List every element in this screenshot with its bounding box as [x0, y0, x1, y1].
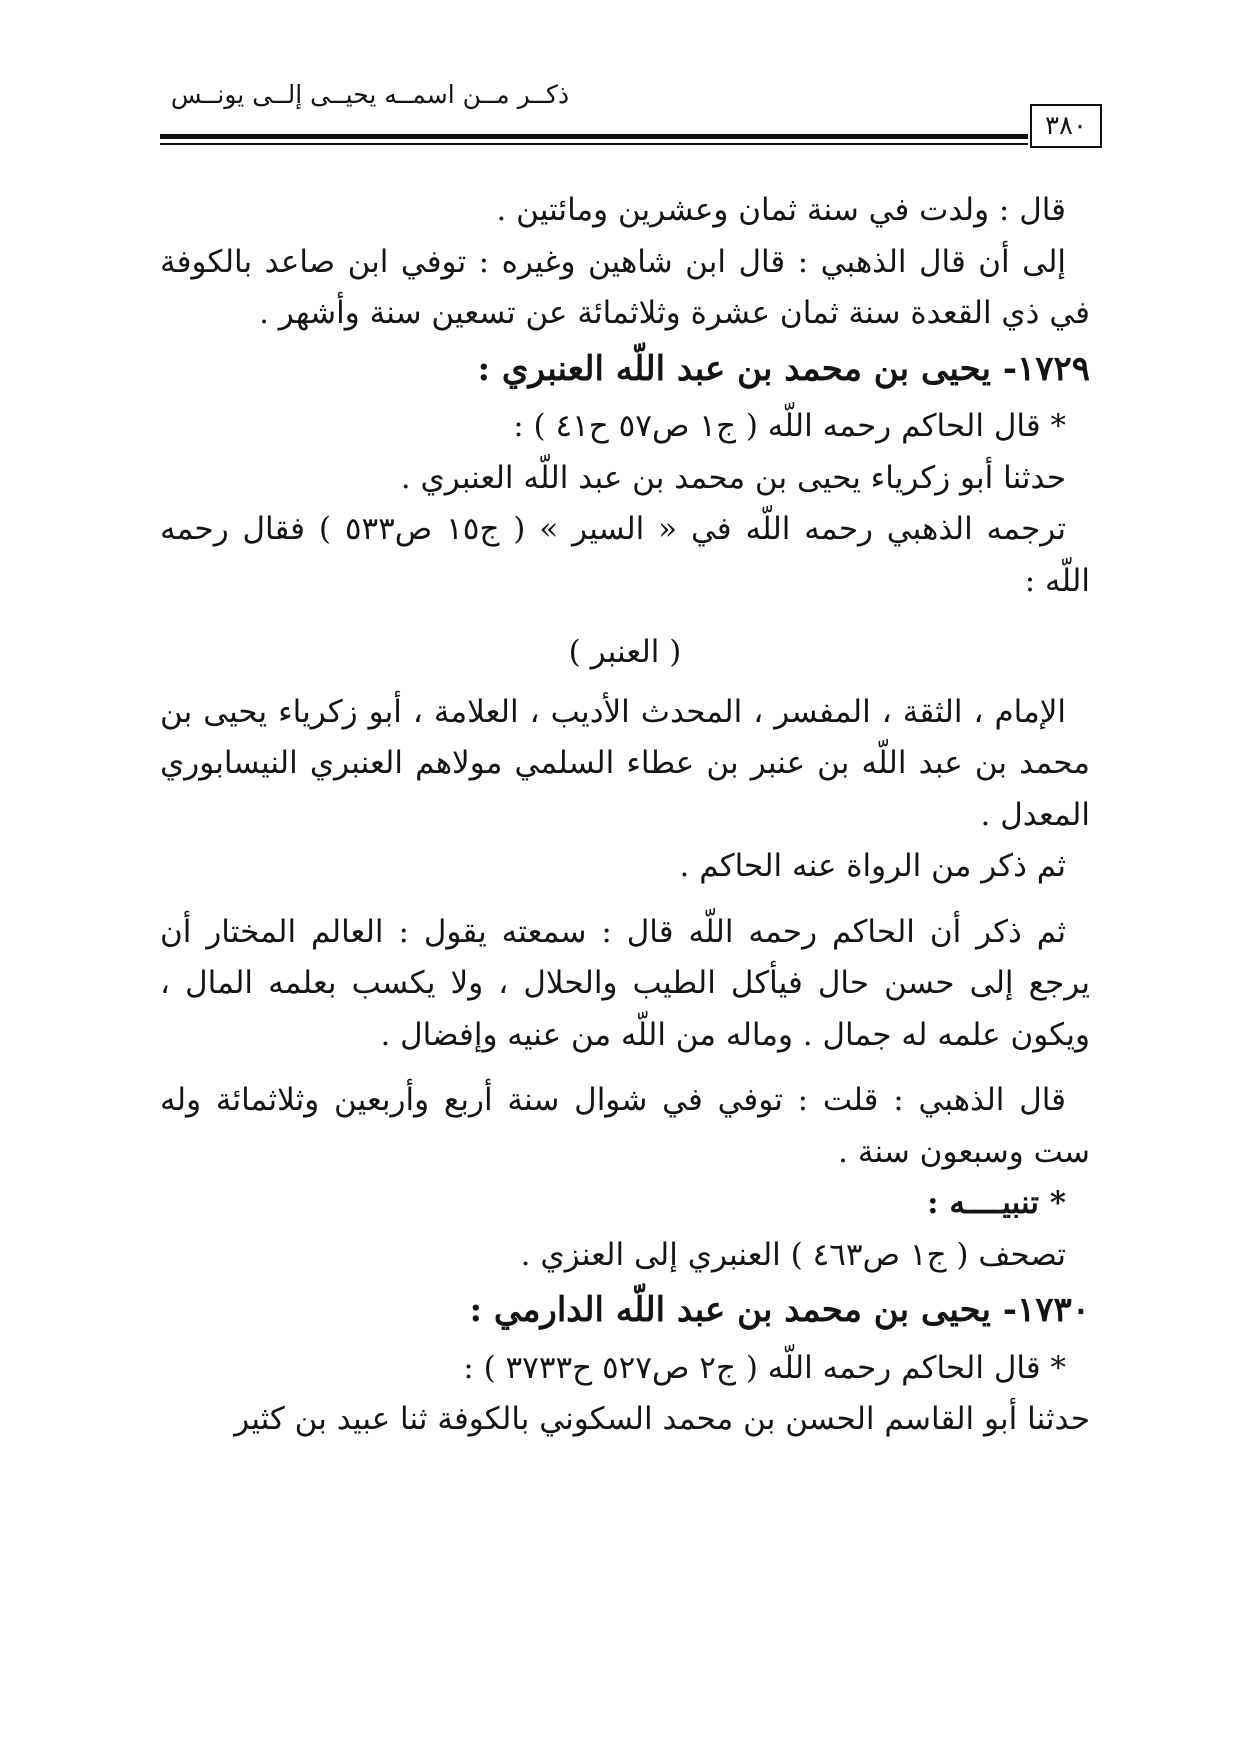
- entry-heading-1729: ١٧٢٩- يحيى بن محمد بن عبد اللّه العنبري :: [477, 348, 1090, 389]
- paragraph-correction: تصحف ( ج١ ص٤٦٣ ) العنبري إلى العنزي .: [520, 1236, 1066, 1273]
- paragraph-dhahabi-intro: ترجمه الذهبي رحمه اللّه في « السير » ( ج١٥ ص٥٣٣ ) فقال رحمه اللّه :: [160, 511, 1090, 599]
- paragraph-hadith-chain-1: حدثنا أبو زكرياء يحيى بن محمد بن عبد اللّه العنبري .: [400, 459, 1066, 496]
- paragraph-saying: ثم ذكر أن الحاكم رحمه اللّه قال : سمعته يقول : العالم المختار أن يرجع إلى حسن حال فيأكل الطيب والحلال ، ولا يكسب بعلمه المال ، ويكون علمه له جمال . وماله من اللّه من عنيه وإفضال .: [160, 913, 1090, 1053]
- entry-heading-1730: ١٧٣٠- يحيى بن محمد بن عبد اللّه الدارمي :: [469, 1290, 1090, 1330]
- paragraph-hakim-citation-2: * قال الحاكم رحمه اللّه ( ج٢ ص٥٢٧ ح٣٧٣٣ ) :: [463, 1349, 1066, 1386]
- running-title: ذكــر مــن اسمــه يحيــى إلــى يونــس: [170, 80, 570, 109]
- section-title-anbar: ( العنبر ): [568, 634, 682, 670]
- paragraph-death-date: قال الذهبي : قلت : توفي في شوال سنة أربع وأربعين وثلاثمائة وله ست وسبعون سنة .: [160, 1082, 1090, 1170]
- paragraph-death-note: إلى أن قال الذهبي : قال ابن شاهين وغيره : توفي ابن صاعد بالكوفة في ذي القعدة سنة ثمان عشرة وثلاثمائة عن تسعين سنة وأشهر .: [160, 243, 1090, 331]
- header-rule-thick: [160, 134, 1028, 139]
- body-text: [160, 185, 1090, 1446]
- page-number: ٣٨٠: [1030, 104, 1102, 148]
- paragraph-hadith-chain-2: حدثنا أبو القاسم الحسن بن محمد السكوني بالكوفة ثنا عبيد بن كثير: [234, 1401, 1090, 1437]
- note-heading: * تنبيــــه :: [927, 1185, 1066, 1221]
- paragraph-biography: الإمام ، الثقة ، المفسر ، المحدث الأديب ، العلامة ، أبو زكرياء يحيى بن محمد بن عبد اللّه بن عنبر بن عطاء السلمي مولاهم العنبري النيسابوري المعدل .: [160, 693, 1090, 833]
- paragraph-hakim-citation-1: * قال الحاكم رحمه اللّه ( ج١ ص٥٧ ح٤١ ) :: [513, 408, 1066, 444]
- header-rule-thin: [160, 143, 1028, 145]
- paragraph-narrators: ثم ذكر من الرواة عنه الحاكم .: [679, 848, 1066, 884]
- paragraph-birth-quote: قال : ولدت في سنة ثمان وعشرين ومائتين .: [496, 192, 1066, 228]
